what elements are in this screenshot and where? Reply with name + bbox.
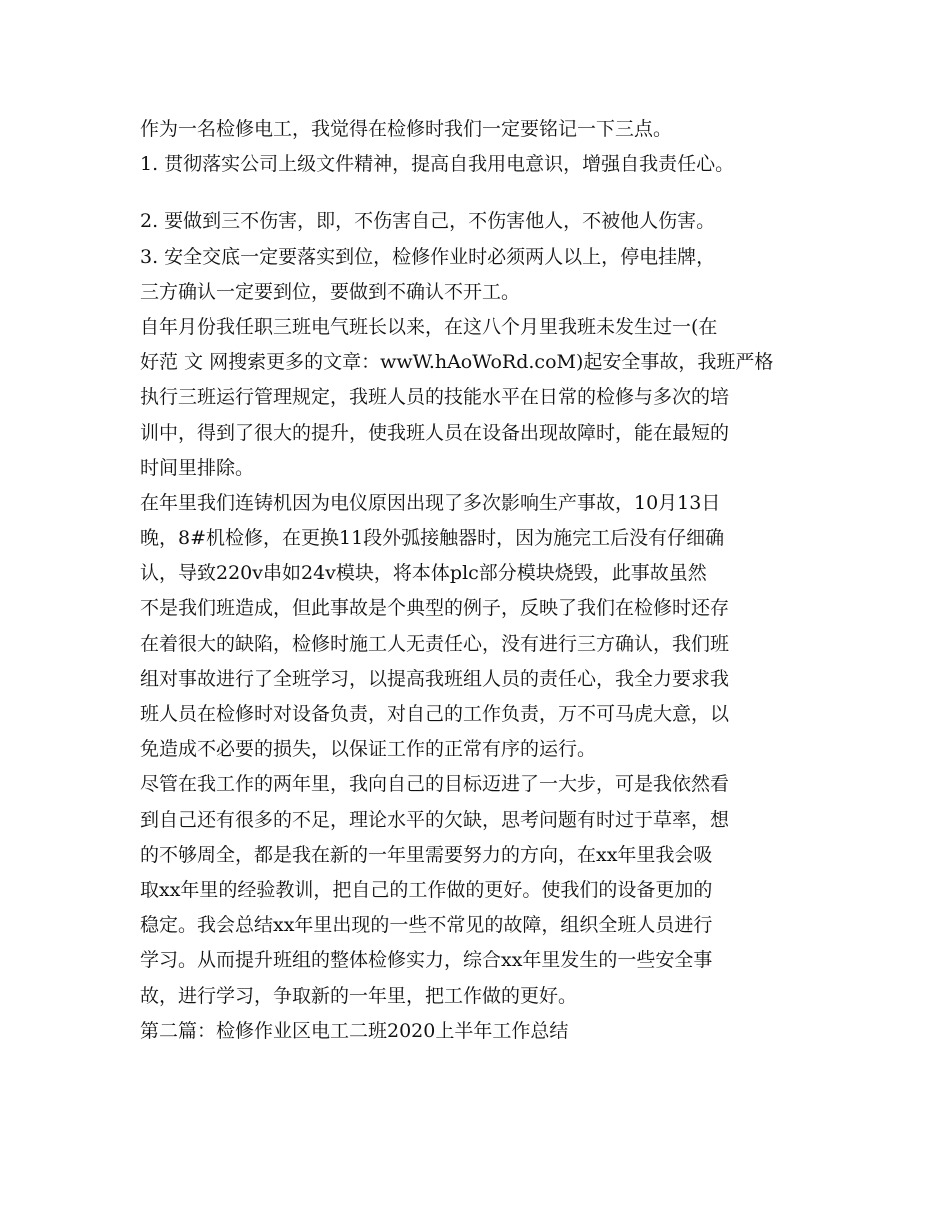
text-line: 尽管在我工作的两年里，我向自己的目标迈进了一大步，可是我依然看 (140, 773, 730, 796)
text-line: 2. 要做到三不伤害，即，不伤害自己，不伤害他人，不被他人伤害。 (140, 210, 716, 233)
text-line: 稳定。我会总结xx年里出现的一些不常见的故障，组织全班人员进行 (140, 914, 713, 937)
section-heading: 第二篇：检修作业区电工二班2020上半年工作总结 (140, 1019, 569, 1042)
text-line: 三方确认一定要到位，要做到不确认不开工。 (140, 280, 521, 303)
text-line: 好范 文 网搜索更多的文章：wwW.hAoWoRd.coM)起安全事故，我班严格 (140, 351, 774, 374)
text-line: 自年月份我任职三班电气班长以来，在这八个月里我班未发生过一(在 (140, 315, 718, 338)
text-line: 作为一名检修电工，我觉得在检修时我们一定要铭记一下三点。 (140, 118, 673, 140)
text-line: 故，进行学习，争取新的一年里，把工作做的更好。 (140, 984, 578, 1007)
text-line: 在着很大的缺陷，检修时施工人无责任心，没有进行三方确认，我们班 (140, 632, 730, 655)
text-line: 组对事故进行了全班学习，以提高我班组人员的责任心，我全力要求我 (140, 667, 730, 690)
text-line: 认，导致220v串如24v模块，将本体plc部分模块烧毁，此事故虽然 (140, 562, 707, 585)
paragraph-gap (140, 182, 830, 204)
text-line: 训中，得到了很大的提升，使我班人员在设备出现故障时，能在最短的 (140, 421, 730, 444)
text-line: 学习。从而提升班组的整体检修实力，综合xx年里发生的一些安全事 (140, 949, 713, 972)
text-line: 不是我们班造成，但此事故是个典型的例子，反映了我们在检修时还存 (140, 597, 730, 620)
text-line: 班人员在检修时对设备负责，对自己的工作负责，万不可马虎大意，以 (140, 703, 730, 725)
text-line: 3. 安全交底一定要落实到位，检修作业时必须两人以上，停电挂牌， (140, 245, 716, 268)
text-line: 在年里我们连铸机因为电仪原因出现了多次影响生产事故，10月13日 (140, 491, 721, 514)
text-line: 1. 贯彻落实公司上级文件精神，提高自我用电意识，增强自我责任心。 (140, 153, 735, 176)
text-line: 到自己还有很多的不足，理论水平的欠缺，思考问题有时过于草率，想 (140, 808, 730, 831)
text-line: 执行三班运行管理规定，我班人员的技能水平在日常的检修与多次的培 (140, 386, 730, 409)
text-line: 晚，8#机检修，在更换11段外弧接触器时，因为施完工后没有仔细确 (140, 527, 725, 550)
text-line: 的不够周全，都是我在新的一年里需要努力的方向，在xx年里我会吸 (140, 843, 713, 866)
document-body (140, 112, 830, 1049)
text-line: 免造成不必要的损失，以保证工作的正常有序的运行。 (140, 738, 597, 761)
text-line: 时间里排除。 (140, 456, 255, 479)
text-line: 取xx年里的经验教训，把自己的工作做的更好。使我们的设备更加的 (140, 878, 713, 901)
